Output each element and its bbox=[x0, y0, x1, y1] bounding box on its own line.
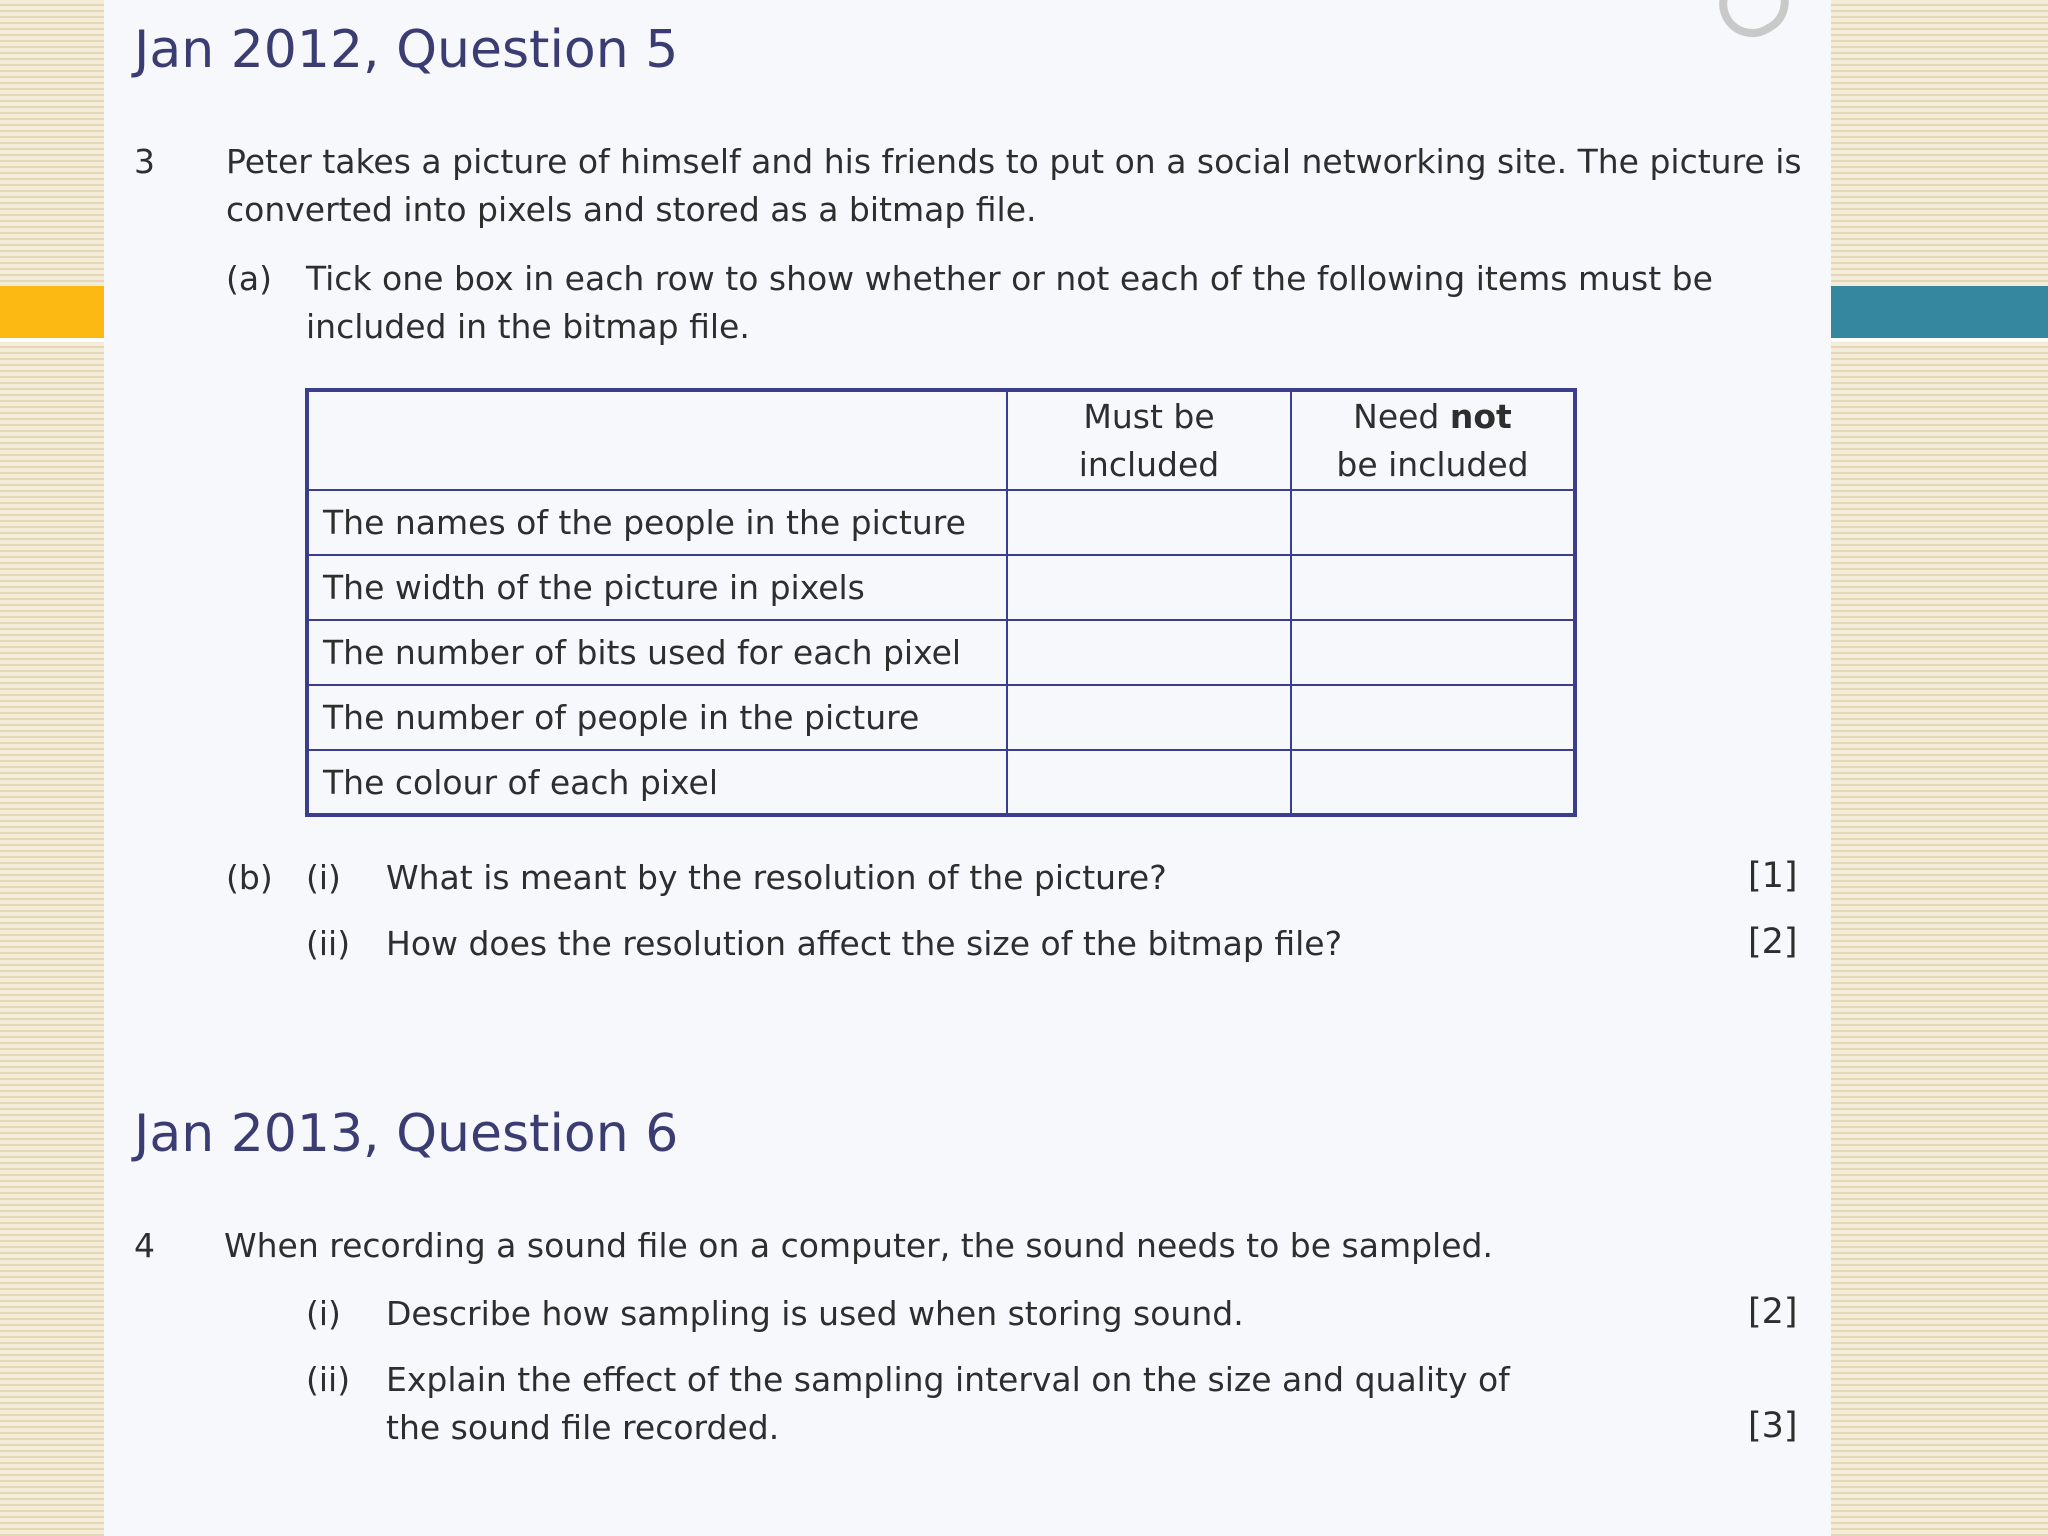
table-row bbox=[307, 620, 1575, 685]
table-header-row bbox=[307, 390, 1575, 490]
accent-underline-left bbox=[0, 338, 104, 342]
q5-part-b-i-label: (i) bbox=[306, 858, 341, 897]
q5-part-b-ii-marks: [2] bbox=[1748, 922, 1798, 962]
header-must-line2: included bbox=[1078, 444, 1220, 484]
q6-ii-marks: [3] bbox=[1748, 1406, 1798, 1446]
q6-i-text: Describe how sampling is used when storing sound. bbox=[386, 1294, 1244, 1333]
accent-bar-left bbox=[0, 286, 104, 338]
q5-part-b-ii-text: How does the resolution affect the size of the bitmap file? bbox=[386, 924, 1343, 963]
accent-underline-right bbox=[1831, 338, 2048, 342]
accent-bar-right bbox=[1831, 286, 2048, 338]
q5-heading: Jan 2012, Question 5 bbox=[134, 20, 679, 80]
q6-i-marks: [2] bbox=[1748, 1292, 1798, 1332]
q5-intro-line1: Peter takes a picture of himself and his friends to put on a social networking site. The picture is bbox=[226, 142, 1802, 181]
tick-box-must[interactable] bbox=[1007, 750, 1291, 815]
tick-box-must[interactable] bbox=[1007, 490, 1291, 555]
q5-intro-line2: converted into pixels and stored as a bitmap file. bbox=[226, 190, 1037, 229]
header-need-word: Need bbox=[1353, 396, 1440, 436]
table-row bbox=[307, 750, 1575, 815]
q6-intro: When recording a sound file on a computer, the sound needs to be sampled. bbox=[224, 1226, 1493, 1265]
q5-part-b-i-text: What is meant by the resolution of the picture? bbox=[386, 858, 1167, 897]
q6-number: 4 bbox=[134, 1226, 155, 1265]
q6-ii-label: (ii) bbox=[306, 1360, 351, 1399]
tick-box-need-not[interactable] bbox=[1291, 750, 1575, 815]
q6-ii-line2: the sound file recorded. bbox=[386, 1408, 780, 1447]
row-label: The colour of each pixel bbox=[307, 750, 1007, 815]
tick-box-must[interactable] bbox=[1007, 685, 1291, 750]
q6-heading: Jan 2013, Question 6 bbox=[134, 1104, 679, 1164]
row-label: The number of people in the picture bbox=[307, 685, 1007, 750]
tick-box-need-not[interactable] bbox=[1291, 620, 1575, 685]
row-label: The number of bits used for each pixel bbox=[307, 620, 1007, 685]
q5-part-b-label: (b) bbox=[226, 858, 273, 897]
q6-ii-line1: Explain the effect of the sampling interval on the size and quality of bbox=[386, 1360, 1510, 1399]
header-need-line2: be included bbox=[1336, 444, 1529, 484]
tick-box-must[interactable] bbox=[1007, 620, 1291, 685]
table-row bbox=[307, 685, 1575, 750]
q6-i-label: (i) bbox=[306, 1294, 341, 1333]
q5-part-b-i-marks: [1] bbox=[1748, 856, 1798, 896]
header-not-word: not bbox=[1449, 396, 1512, 436]
q5-part-a-label: (a) bbox=[226, 259, 272, 298]
header-empty-cell bbox=[307, 390, 1007, 490]
row-label: The names of the people in the picture bbox=[307, 490, 1007, 555]
row-label: The width of the picture in pixels bbox=[307, 555, 1007, 620]
header-must-be-included bbox=[1007, 390, 1291, 490]
tick-box-table bbox=[305, 388, 1577, 817]
header-must-line1: Must be bbox=[1083, 396, 1215, 436]
paperclip-icon bbox=[1707, 0, 1801, 49]
table-row bbox=[307, 555, 1575, 620]
header-need-not-be-included bbox=[1291, 390, 1575, 490]
tick-box-need-not[interactable] bbox=[1291, 490, 1575, 555]
tick-box-must[interactable] bbox=[1007, 555, 1291, 620]
table-row bbox=[307, 490, 1575, 555]
q5-part-b-ii-label: (ii) bbox=[306, 924, 351, 963]
q5-number: 3 bbox=[134, 142, 155, 181]
q5-part-a-line2: included in the bitmap file. bbox=[306, 307, 750, 346]
tick-box-need-not[interactable] bbox=[1291, 685, 1575, 750]
q5-part-a-line1: Tick one box in each row to show whether or not each of the following items must be bbox=[306, 259, 1713, 298]
tick-box-need-not[interactable] bbox=[1291, 555, 1575, 620]
